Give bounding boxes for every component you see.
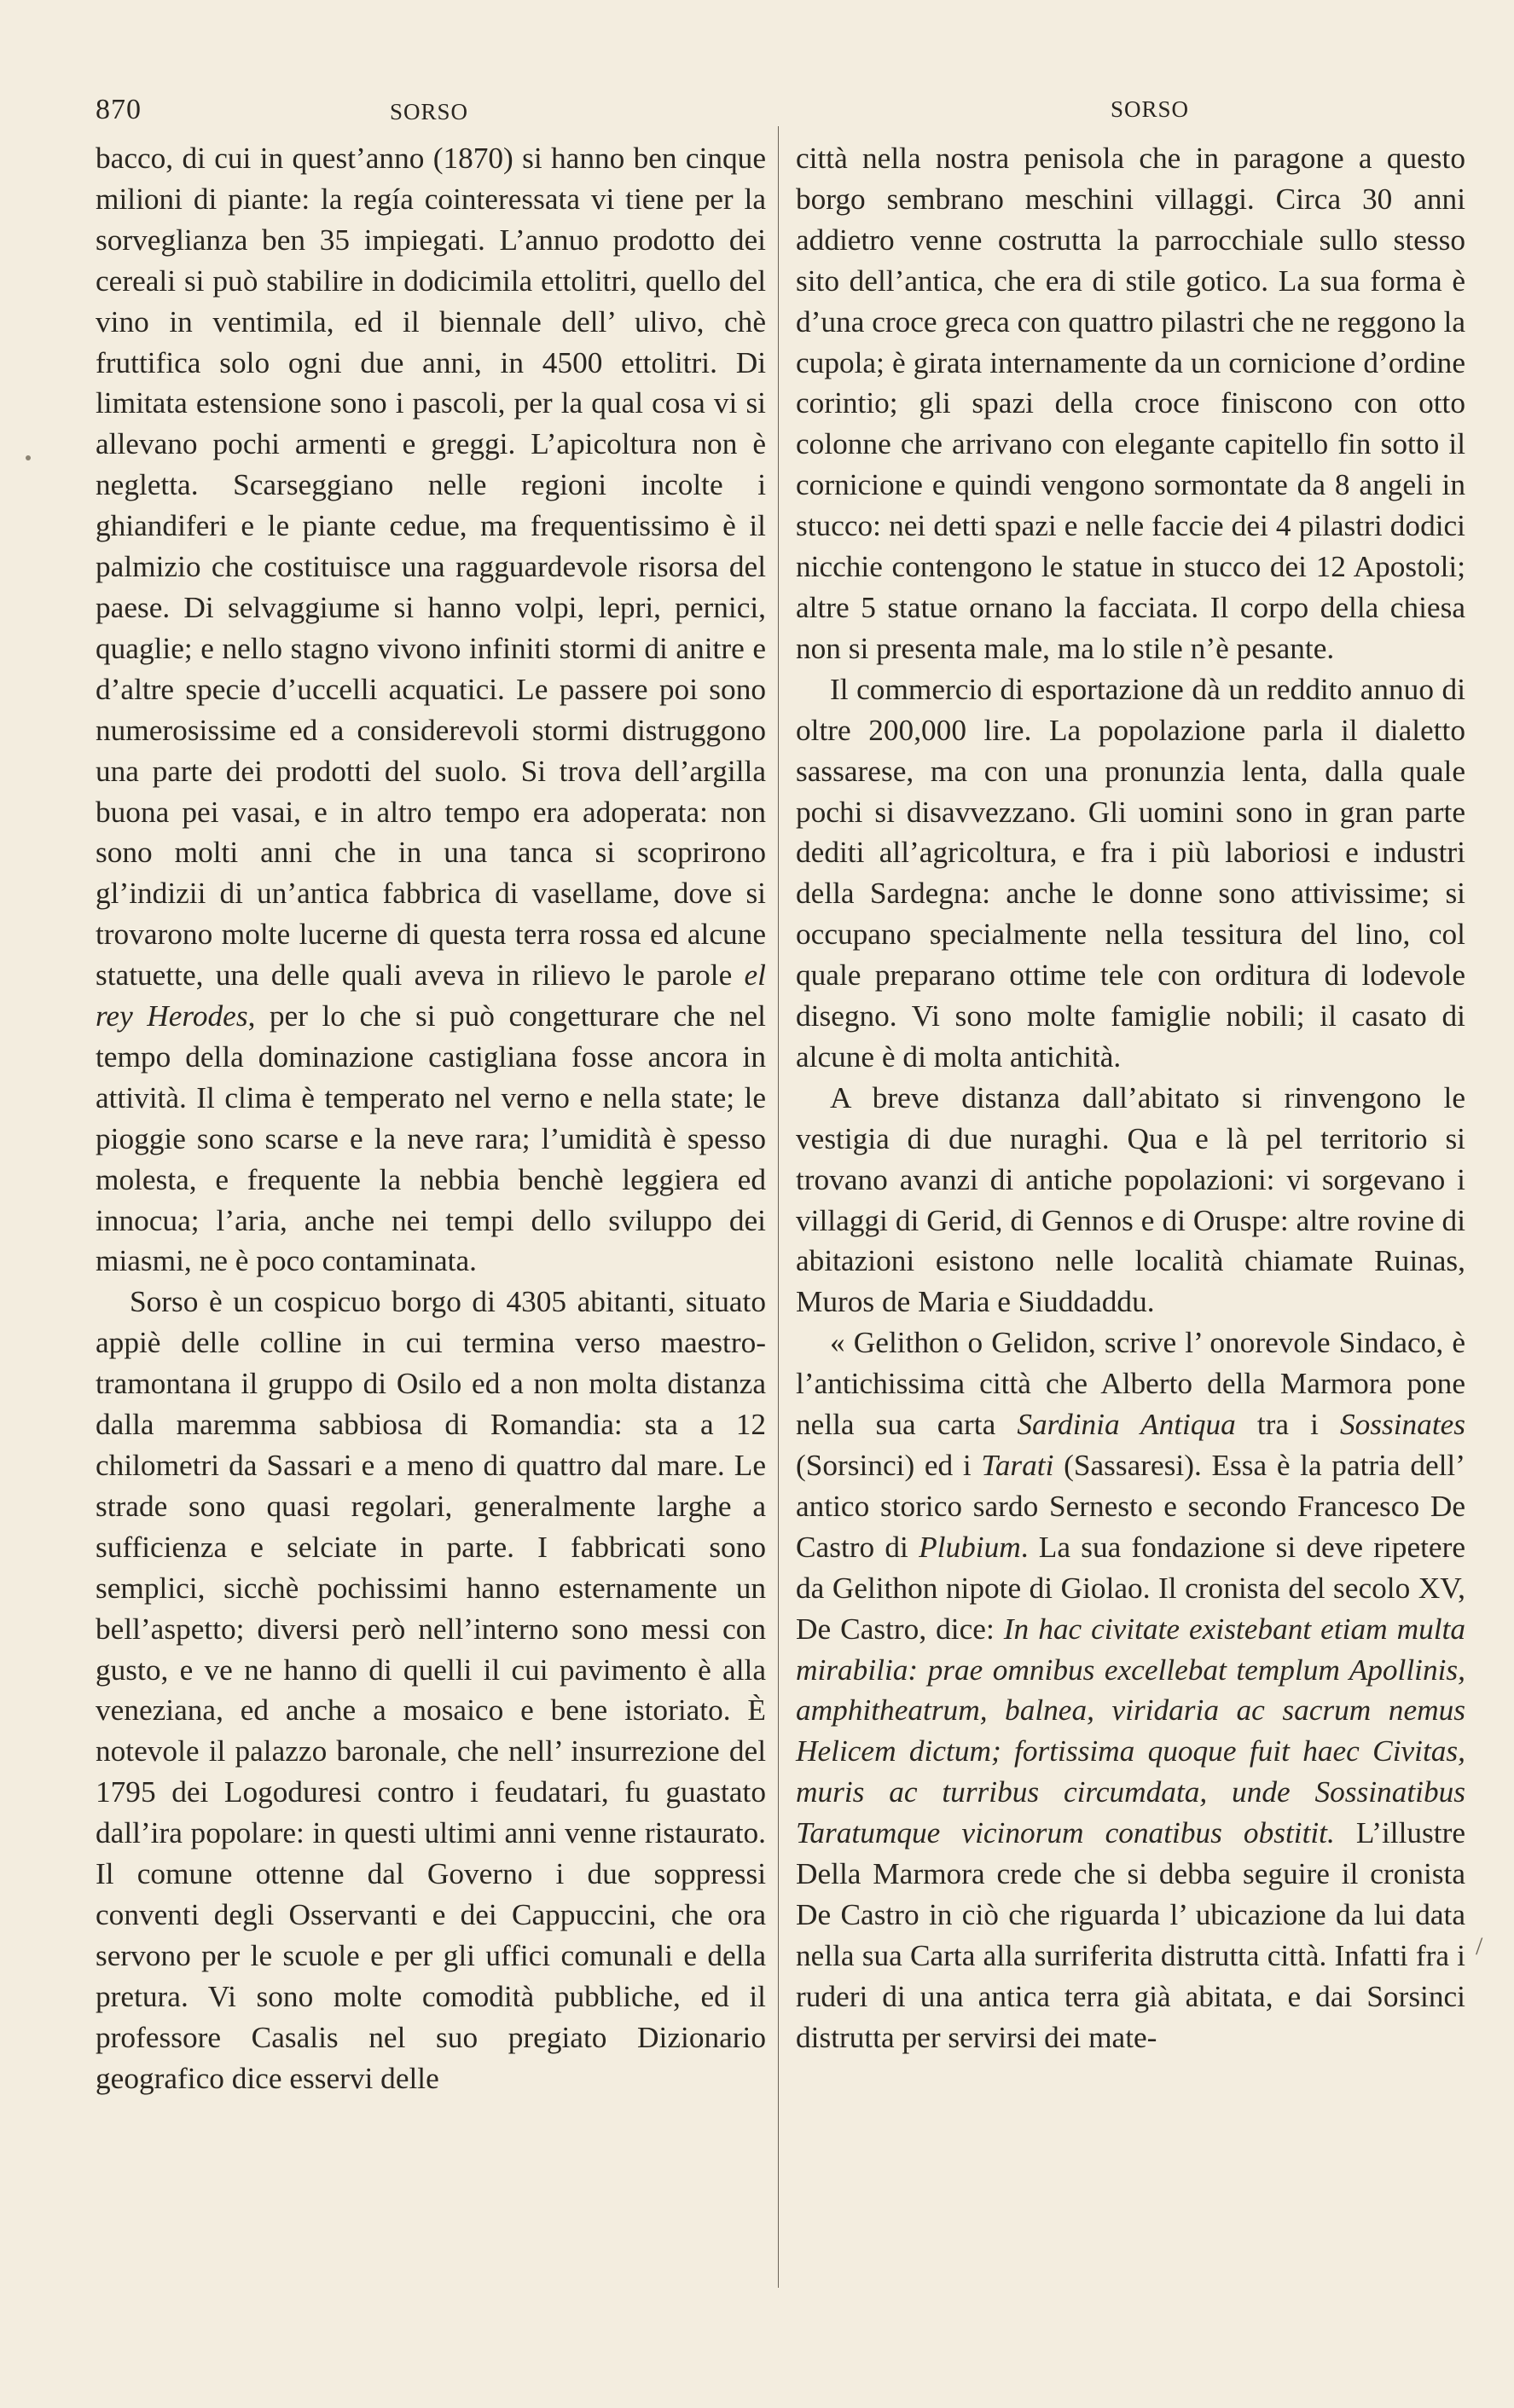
paragraph-text: . La sua fondazione si deve ripetere da Gelithon nipote di Giolao. Il cronista del secolo XV, De Castro, dice:	[796, 1530, 1466, 1646]
page-number: 870	[96, 94, 142, 125]
paragraph-text: bacco, di cui in quest’anno (1870) si hanno ben cinque milioni di piante: la regía cointeressata vi tiene per la sorveglianza ben 35 impiegati. L’annuo prodotto dei cereali si può stabilire in dodicimila ettolitri, quello del vino in ventimila, ed il biennale dell’ ulivo, chè fruttifica solo ogni due anni, in 4500 ettolitri. Di limitata estensione sono i pascoli, per la qual cosa vi si allevano pochi armenti e greggi. L’apicoltura non è negletta. Scarseggiano nelle regioni incolte i ghiandiferi e le piante cedue, ma frequentissimo è il palmizio che costituisce una ragguardevole risorsa del paese. Di selvaggiume si hanno volpi, lepri, pernici, quaglie; e nello stagno vivono infiniti stormi di anitre e d’altre specie d’uccelli acquatici. Le passere poi sono numerosissime ed a considerevoli stormi distruggono una parte dei prodotti del suolo. Si trova dell’argilla buona pei vasai, e in altro tempo era adoperata: non sono molti anni che in una tanca si scoprirono gl’indizii di un’antica fabbrica di vasellame, dove si trovarono molte lucerne di questa terra rossa ed alcune statuette, una delle quali aveva in rilievo le parole	[96, 142, 766, 993]
running-head-right: SORSO	[1111, 96, 1190, 122]
paragraph-text: (Sorsinci) ed i	[796, 1449, 972, 1482]
italic-name: Sossinates	[1339, 1408, 1466, 1442]
running-head-left: SORSO	[390, 99, 469, 124]
italic-name: Tarati	[981, 1449, 1054, 1482]
paragraph: Sorso è un cospicuo borgo di 4305 abitanti, situato appiè delle colline in cui termina verso maestro-tramontana il gruppo di Osilo ed a non molta distanza dalla maremma sabbiosa di Romandia: sta a 12 chilometri da Sassari e a meno di quattro dal mare. Le strade sono quasi regolari, generalmente larghe a sufficienza e selciate in parte. I fabbricati sono semplici, sicchè pochissimi hanno esternamente un bell’aspetto; diversi però nell’interno sono messi con gusto, e ve ne hanno di quelli il cui pavimento è alla veneziana, ed anche a mosaico e bene istoriato. È notevole il palazzo baronale, che nell’ insurrezione del 1795 dei Logoduresi contro i feudatari, fu guastato dall’ira popolare: in questi ultimi anni venne ristaurato. Il comune ottenne dal Governo i due soppressi conventi degli Osservanti e dei Cappuccini, che ora servono per le scuole e per gli uffici comunali e della pretura. Vi sono molte comodità pubbliche, ed il professore Casalis nel suo pregiato Dizionario geografico dice esservi delle	[96, 1285, 766, 2095]
paragraph	[796, 1323, 1465, 2058]
paragraph-text: tra i	[1256, 1408, 1319, 1442]
paragraph: città nella nostra penisola che in paragone a questo borgo sembrano meschini villaggi. Circa 30 anni addietro venne costrutta la parrocchiale sullo stesso sito dell’antica, che era di stile gotico. La sua forma è d’una croce greca con quattro pilastri che ne reggono la cupola; è girata internamente da un cornicione d’ordine corintio; gli spazi della croce finiscono con otto colonne che arrivano con elegante capitello fin sotto il cornicione e quindi vengono sormontate da 8 angeli in stucco: nei detti spazi e nelle faccie dei 4 pilastri dodici nicchie contengono le statue in stucco dei 12 Apostoli; altre 5 statue ornano la facciata. Il corpo della chiesa non si presenta male, ma lo stile n’è pesante.	[796, 142, 1465, 665]
paragraph-text: « Gelithon o Gelidon, scrive l’ onorevole Sindaco, è l’antichissima città che Alberto della Marmora pone nella sua carta	[796, 1326, 1465, 1442]
column-divider	[778, 126, 779, 2288]
paper-speck	[26, 455, 31, 460]
paragraph-text: , per lo che si può congetturare che nel tempo della dominazione castigliana fosse ancora in attività. Il clima è temperato nel verno e nella state; le pioggie sono scarse e la neve rara; l’umidità è spesso molesta, e frequente la nebbia benchè leggiera ed innocua; l’aria, anche nei tempi dello sviluppo dei miasmi, ne è poco contaminata.	[96, 999, 766, 1278]
paragraph: Il commercio di esportazione dà un reddito annuo di oltre 200,000 lire. La popolazione parla il dialetto sassarese, ma con una pronunzia lenta, dalla quale pochi si disavvezzano. Gli uomini sono in gran parte dediti all’agricoltura, e fra i più laboriosi e industri della Sardegna: anche le donne sono attivissime; si occupano specialmente nella tessitura del lino, col quale preparano ottime tele con orditura di lodevole disegno. Vi sono molte famiglie nobili; il casato di alcune è di molta antichità.	[796, 672, 1465, 1074]
left-column	[96, 138, 766, 2099]
right-column	[796, 138, 1465, 2058]
italic-name: Plubium	[919, 1530, 1021, 1564]
latin-quote: In hac civitate existebant etiam multa mirabilia: prae omnibus excellebat templum Apollinis, amphitheatrum, balnea, viridaria ac sacrum nemus Helicem dictum; fortissima quoque fuit haec Civitas, muris ac turribus circumdata, unde Sossinatibus Taratumque vicinorum conatibus obstitit.	[796, 1612, 1465, 1850]
italic-title: Sardinia Antiqua	[1017, 1408, 1236, 1442]
paragraph	[96, 138, 766, 1282]
paragraph-text: L’illustre Della Marmora crede che si debba seguire il cronista De Castro in ciò che riguarda l’ ubicazione da lui data nella sua Carta alla surriferita distrutta città. Infatti fra i ruderi di una antica terra già abitata, e dai Sorsinci distrutta per servirsi dei mate-	[796, 1816, 1465, 2054]
italic-phrase: el rey Herodes	[96, 958, 766, 1033]
paragraph: A breve distanza dall’abitato si rinvengono le vestigia di due nuraghi. Qua e là pel territorio si trovano avanzi di antiche popolazioni: vi sorgevano i villaggi di Gerid, di Gennos e di Oruspe: altre rovine di abitazioni esistono nelle località chiamate Ruinas, Muros de Maria e Siuddaddu.	[796, 1080, 1465, 1319]
paragraph-text: (Sassaresi). Essa è la patria dell’ antico storico sardo Sernesto e secondo Francesco De Castro di	[796, 1449, 1465, 1564]
margin-mark: /	[1476, 1932, 1483, 1960]
